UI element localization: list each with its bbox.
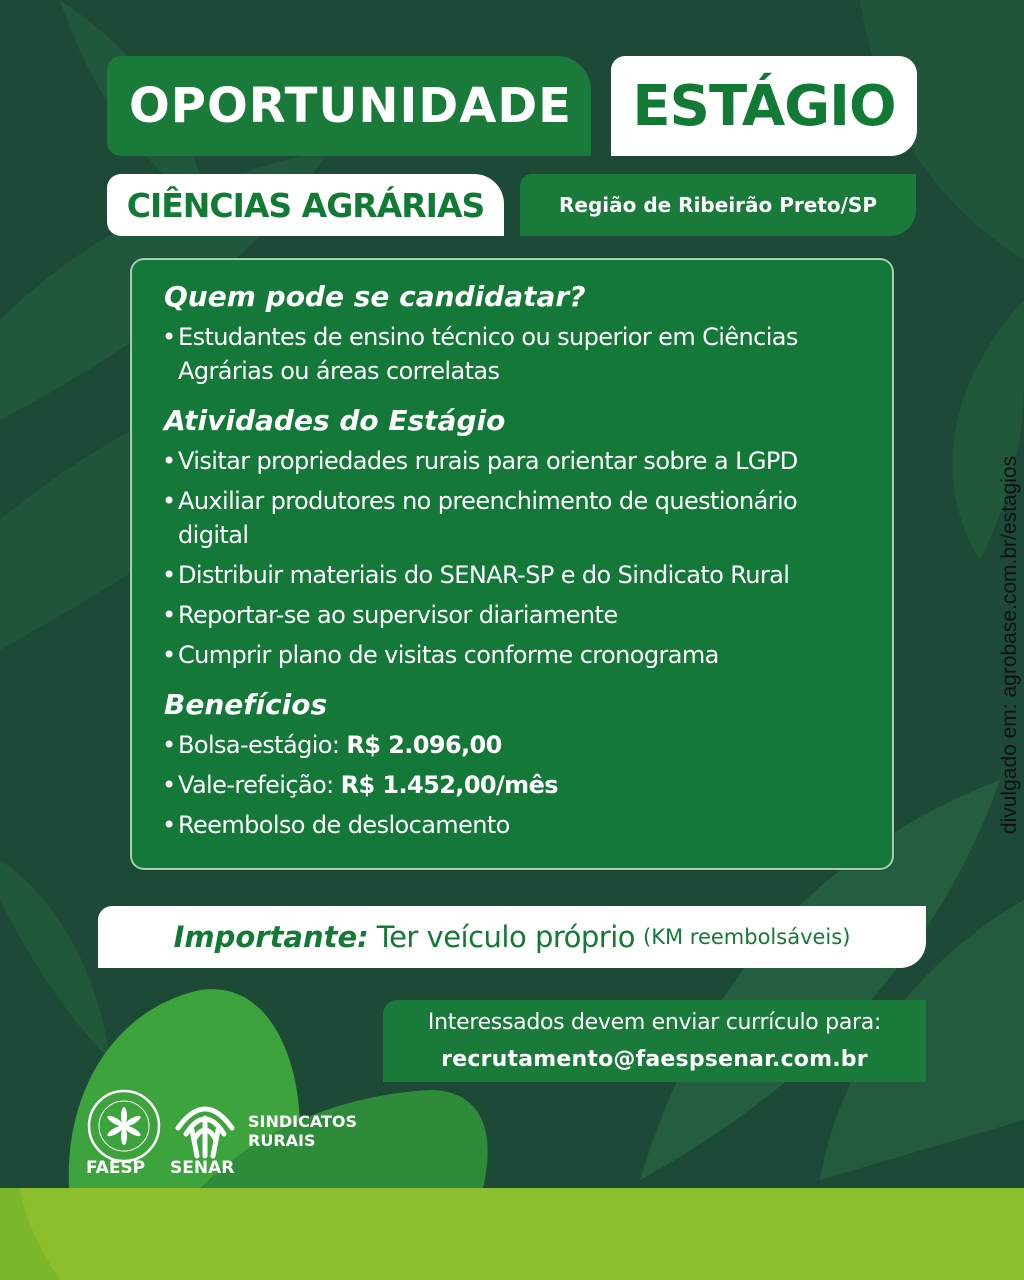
important-note: (KM reembolsáveis) [643,925,851,949]
area-label: CIÊNCIAS AGRÁRIAS [126,185,485,225]
title-oportunidade: OPORTUNIDADE [129,78,572,134]
activities-list [162,444,892,672]
faesp-label: FAESP [86,1158,146,1178]
region-label: Região de Ribeirão Preto/SP [559,193,877,217]
benefit-label: Vale-refeição: [178,771,341,799]
benefit-meal: • Vale-refeição: R$ 1.452,00/mês [162,771,558,799]
title-estagio-banner [611,56,917,156]
senar-label: SENAR [170,1158,235,1178]
benefits-list [162,728,892,842]
important-label: Importante: [173,920,369,954]
benefit-travel: • Reembolso de deslocamento [162,811,510,839]
list-item: • Estudantes de ensino técnico ou superior em Ciências Agrárias ou áreas correlatas [162,323,798,385]
list-item: • Visitar propriedades rurais para orientar sobre a LGPD [162,447,798,475]
list-item: • Auxiliar produtores no preenchimento de questionário digital [162,487,798,549]
sindicatos-label-2: RURAIS [248,1131,316,1150]
benefit-value: R$ 1.452,00/mês [340,771,558,799]
contact-instructions: Interessados devem enviar currículo para: [427,1010,882,1035]
list-item: • Distribuir materiais do SENAR-SP e do Sindicato Rural [162,561,790,589]
benefit-stipend: • Bolsa-estágio: R$ 2.096,00 [162,731,502,759]
senar-tree-icon [170,1090,240,1160]
section-title-activities: Atividades do Estágio [164,404,506,437]
section-title-benefits: Benefícios [164,688,328,721]
title-oportunidade-banner [107,56,591,156]
list-item: • Cumprir plano de visitas conforme cronograma [162,641,719,669]
faesp-seal-icon [84,1086,164,1166]
important-notice [98,906,926,968]
section-title-candidates: Quem pode se candidatar? [164,280,586,313]
title-estagio: ESTÁGIO [632,73,896,139]
info-card [130,258,894,870]
contact-box [383,1000,926,1082]
contact-email-link[interactable]: recrutamento@faespsenar.com.br [441,1047,868,1072]
partner-logos [80,1086,400,1186]
candidates-list [162,320,892,388]
important-text: Ter veículo próprio [376,920,636,954]
watermark-text: divulgado em: agrobase.com.br/estagios [998,455,1021,835]
area-banner [107,174,504,236]
region-banner [520,174,916,236]
list-item: • Reportar-se ao supervisor diariamente [162,601,618,629]
sindicatos-label-1: SINDICATOS [248,1112,358,1131]
benefit-value: R$ 2.096,00 [346,731,502,759]
benefit-label: Bolsa-estágio: [178,731,347,759]
